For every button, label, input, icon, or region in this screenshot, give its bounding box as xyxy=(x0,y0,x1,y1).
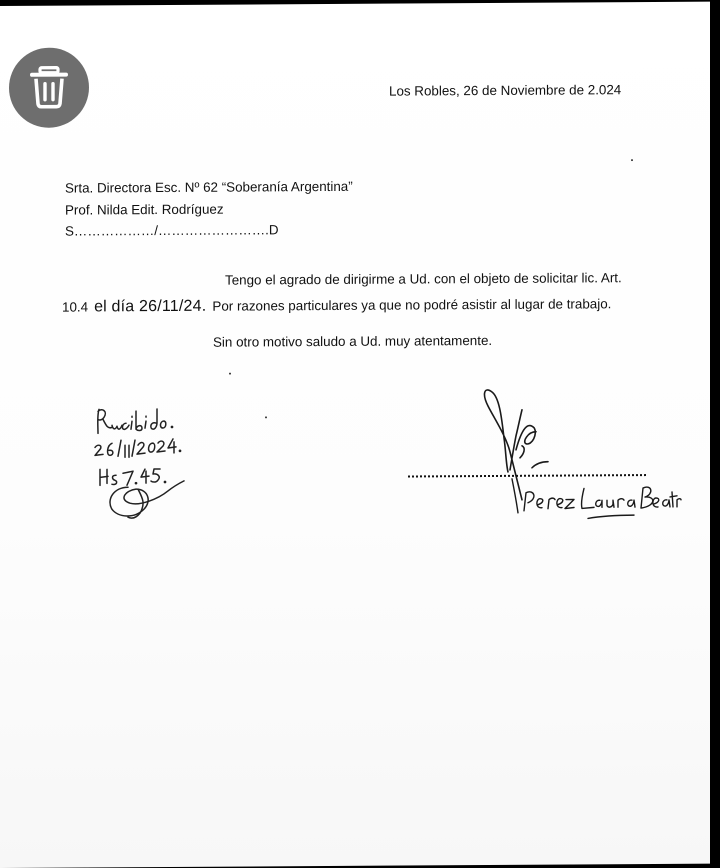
handwritten-date: el día 26/11/24. xyxy=(94,297,207,316)
place-date: Los Robles, 26 de Noviembre de 2.024 xyxy=(389,82,622,99)
received-handwritten-note xyxy=(88,403,198,526)
body-line-2-rest: Por razones particulares ya que no podré asistir al lugar de trabajo. xyxy=(212,296,612,314)
speck xyxy=(631,159,633,161)
body-line-2 xyxy=(62,296,611,315)
recipient-line-1: Srta. Directora Esc. Nº 62 “Soberanía Argentina” xyxy=(65,178,353,196)
recipient-line-2: Prof. Nilda Edit. Rodríguez xyxy=(65,201,224,218)
signature-name-handwritten xyxy=(500,472,685,525)
article-number: 10.4 xyxy=(62,299,89,315)
letter-page xyxy=(0,2,710,868)
closing-line: Sin otro motivo saludo a Ud. muy atentamente. xyxy=(213,332,493,350)
delete-button[interactable] xyxy=(9,47,89,127)
recipient-line-3: S………………/…………………….D xyxy=(65,222,279,239)
body-line-1: Tengo el agrado de dirigirme a Ud. con el objeto de solicitar lic. Art. xyxy=(225,270,622,288)
trash-icon xyxy=(29,66,69,110)
speck xyxy=(265,416,267,418)
speck xyxy=(229,373,231,375)
